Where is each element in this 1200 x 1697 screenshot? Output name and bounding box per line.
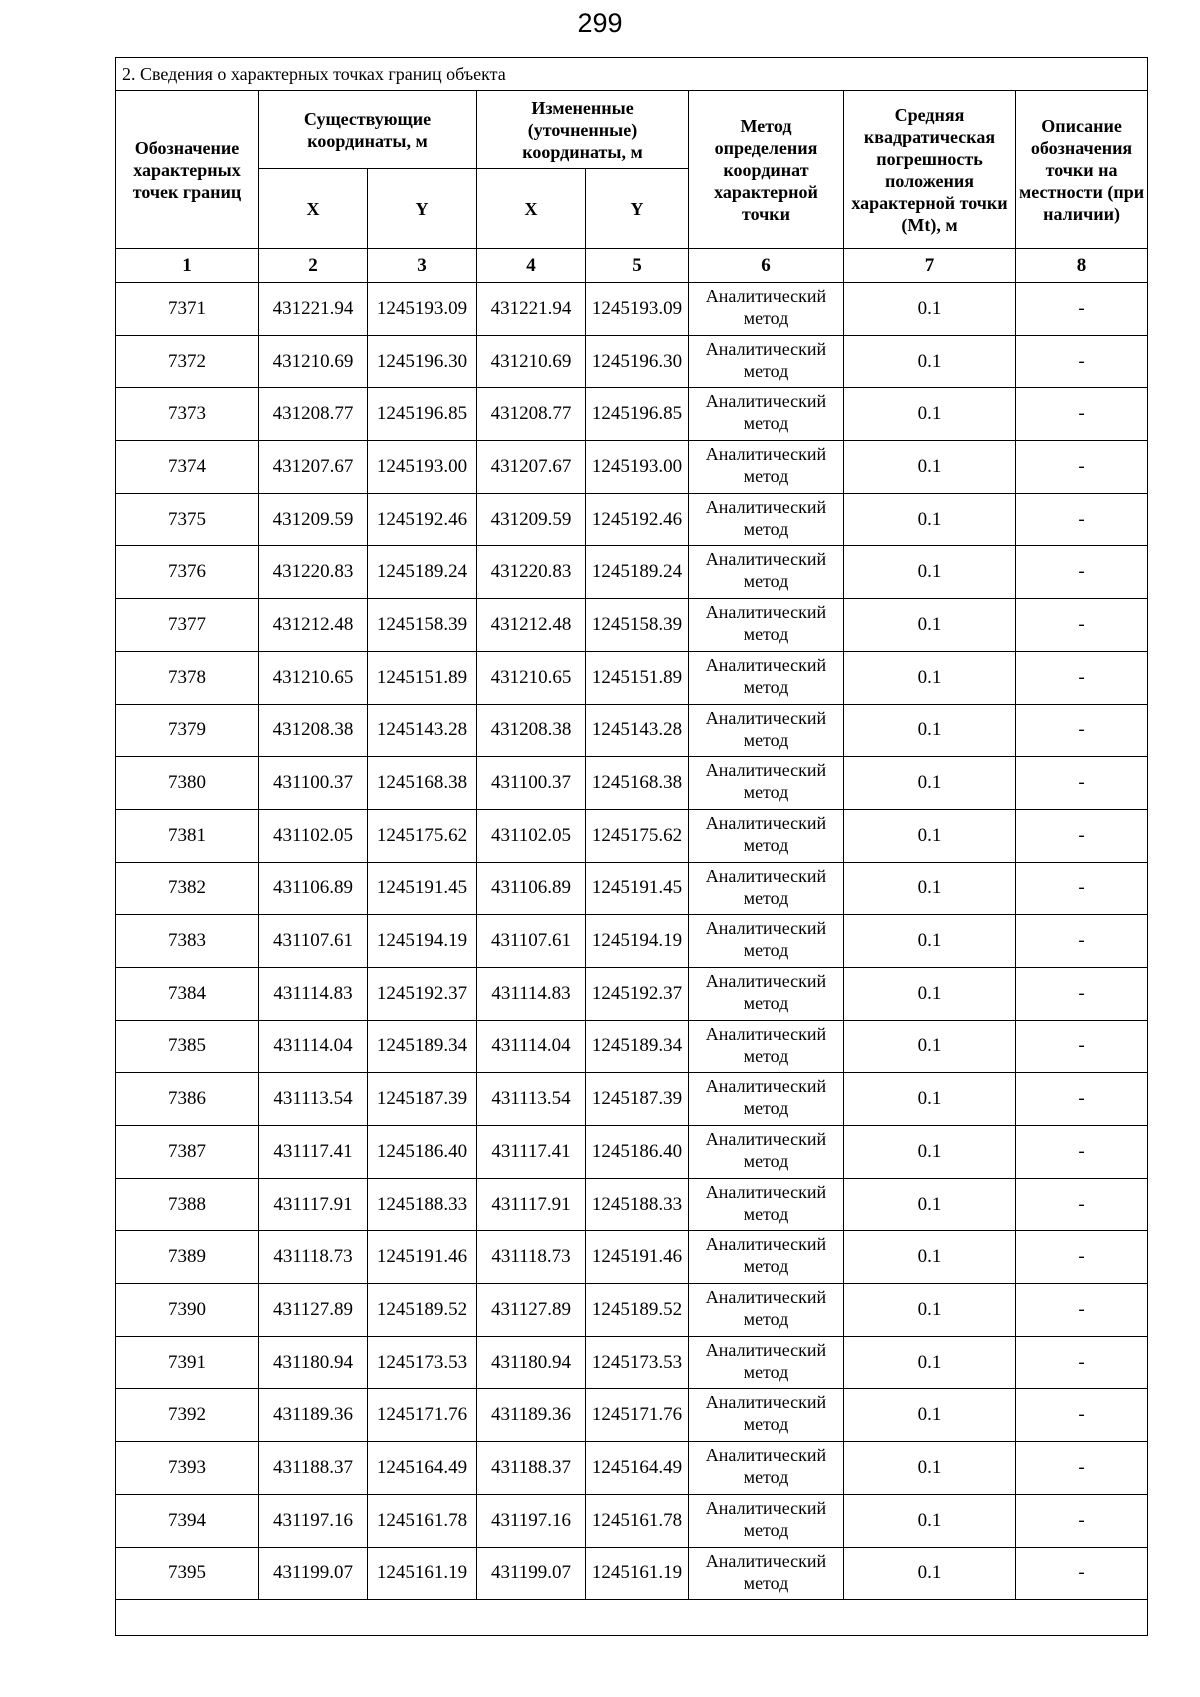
changed-y-cell: 1245192.37	[586, 967, 689, 1020]
method-cell: Аналитический метод	[689, 493, 844, 546]
table-row	[116, 599, 1148, 652]
changed-x-cell: 431113.54	[477, 1073, 586, 1126]
error-cell: 0.1	[844, 967, 1016, 1020]
point-cell: 7383	[116, 915, 259, 968]
point-cell: 7393	[116, 1442, 259, 1495]
description-cell: -	[1016, 1442, 1148, 1495]
description-cell: -	[1016, 651, 1148, 704]
point-cell: 7385	[116, 1020, 259, 1073]
method-cell: Аналитический метод	[689, 915, 844, 968]
description-cell: -	[1016, 1073, 1148, 1126]
point-cell: 7382	[116, 862, 259, 915]
changed-x-cell: 431180.94	[477, 1336, 586, 1389]
existing-y-cell: 1245189.52	[368, 1284, 477, 1337]
point-cell: 7389	[116, 1231, 259, 1284]
point-cell: 7390	[116, 1284, 259, 1337]
changed-y-cell: 1245196.85	[586, 388, 689, 441]
method-cell: Аналитический метод	[689, 651, 844, 704]
method-cell: Аналитический метод	[689, 1389, 844, 1442]
method-cell: Аналитический метод	[689, 757, 844, 810]
changed-y-cell: 1245191.45	[586, 862, 689, 915]
header-changed-coordinates: Измененные (уточненные) координаты, м	[477, 91, 689, 169]
point-cell: 7376	[116, 546, 259, 599]
changed-x-cell: 431221.94	[477, 283, 586, 336]
changed-y-cell: 1245189.34	[586, 1020, 689, 1073]
error-cell: 0.1	[844, 651, 1016, 704]
table-row	[116, 915, 1148, 968]
changed-y-cell: 1245151.89	[586, 651, 689, 704]
changed-x-cell: 431210.69	[477, 335, 586, 388]
description-cell: -	[1016, 283, 1148, 336]
existing-y-cell: 1245189.24	[368, 546, 477, 599]
existing-x-cell: 431208.77	[259, 388, 368, 441]
table-row	[116, 1020, 1148, 1073]
changed-x-cell: 431210.65	[477, 651, 586, 704]
changed-x-cell: 431114.04	[477, 1020, 586, 1073]
error-cell: 0.1	[844, 757, 1016, 810]
point-cell: 7371	[116, 283, 259, 336]
existing-x-cell: 431209.59	[259, 493, 368, 546]
changed-x-cell: 431208.38	[477, 704, 586, 757]
changed-x-cell: 431118.73	[477, 1231, 586, 1284]
existing-x-cell: 431207.67	[259, 441, 368, 494]
changed-x-cell: 431107.61	[477, 915, 586, 968]
existing-y-cell: 1245168.38	[368, 757, 477, 810]
point-cell: 7387	[116, 1126, 259, 1179]
changed-x-cell: 431208.77	[477, 388, 586, 441]
method-cell: Аналитический метод	[689, 388, 844, 441]
changed-y-cell: 1245189.24	[586, 546, 689, 599]
table-row	[116, 1231, 1148, 1284]
changed-x-cell: 431197.16	[477, 1494, 586, 1547]
boundary-points-table	[115, 57, 1148, 1636]
table-row	[116, 809, 1148, 862]
table-row	[116, 335, 1148, 388]
existing-y-cell: 1245196.85	[368, 388, 477, 441]
description-cell: -	[1016, 1284, 1148, 1337]
method-cell: Аналитический метод	[689, 1442, 844, 1495]
existing-x-cell: 431180.94	[259, 1336, 368, 1389]
empty-cell	[116, 1600, 1148, 1636]
changed-y-cell: 1245192.46	[586, 493, 689, 546]
changed-y-cell: 1245196.30	[586, 335, 689, 388]
existing-x-cell: 431102.05	[259, 809, 368, 862]
table-row	[116, 862, 1148, 915]
existing-x-cell: 431188.37	[259, 1442, 368, 1495]
table-row	[116, 1336, 1148, 1389]
changed-x-cell: 431188.37	[477, 1442, 586, 1495]
point-cell: 7391	[116, 1336, 259, 1389]
method-cell: Аналитический метод	[689, 335, 844, 388]
error-cell: 0.1	[844, 1020, 1016, 1073]
method-cell: Аналитический метод	[689, 704, 844, 757]
existing-x-cell: 431210.65	[259, 651, 368, 704]
table-row	[116, 1073, 1148, 1126]
table-row	[116, 1284, 1148, 1337]
error-cell: 0.1	[844, 1442, 1016, 1495]
changed-y-cell: 1245161.78	[586, 1494, 689, 1547]
point-cell: 7375	[116, 493, 259, 546]
section-title: 2. Сведения о характерных точках границ объекта	[116, 58, 1148, 91]
header-existing-y: Y	[368, 169, 477, 249]
method-cell: Аналитический метод	[689, 1231, 844, 1284]
error-cell: 0.1	[844, 1389, 1016, 1442]
description-cell: -	[1016, 493, 1148, 546]
point-cell: 7388	[116, 1178, 259, 1231]
existing-x-cell: 431127.89	[259, 1284, 368, 1337]
description-cell: -	[1016, 546, 1148, 599]
existing-x-cell: 431221.94	[259, 283, 368, 336]
changed-y-cell: 1245186.40	[586, 1126, 689, 1179]
changed-x-cell: 431199.07	[477, 1547, 586, 1600]
existing-x-cell: 431197.16	[259, 1494, 368, 1547]
changed-y-cell: 1245175.62	[586, 809, 689, 862]
changed-y-cell: 1245171.76	[586, 1389, 689, 1442]
changed-y-cell: 1245189.52	[586, 1284, 689, 1337]
method-cell: Аналитический метод	[689, 1178, 844, 1231]
existing-y-cell: 1245143.28	[368, 704, 477, 757]
header-error: Средняя квадратическая погрешность положения характерной точки (Mt), м	[844, 91, 1016, 249]
method-cell: Аналитический метод	[689, 1547, 844, 1600]
description-cell: -	[1016, 1178, 1148, 1231]
existing-y-cell: 1245196.30	[368, 335, 477, 388]
column-number: 8	[1016, 249, 1148, 283]
changed-y-cell: 1245193.00	[586, 441, 689, 494]
table-row	[116, 967, 1148, 1020]
error-cell: 0.1	[844, 1494, 1016, 1547]
changed-y-cell: 1245158.39	[586, 599, 689, 652]
table-row	[116, 651, 1148, 704]
empty-footer-row	[116, 1600, 1148, 1636]
description-cell: -	[1016, 441, 1148, 494]
table-row	[116, 1389, 1148, 1442]
changed-x-cell: 431220.83	[477, 546, 586, 599]
changed-y-cell: 1245193.09	[586, 283, 689, 336]
error-cell: 0.1	[844, 1126, 1016, 1179]
existing-y-cell: 1245192.37	[368, 967, 477, 1020]
existing-x-cell: 431114.04	[259, 1020, 368, 1073]
table-row	[116, 388, 1148, 441]
description-cell: -	[1016, 1547, 1148, 1600]
existing-x-cell: 431106.89	[259, 862, 368, 915]
existing-y-cell: 1245164.49	[368, 1442, 477, 1495]
changed-y-cell: 1245187.39	[586, 1073, 689, 1126]
method-cell: Аналитический метод	[689, 283, 844, 336]
column-number: 5	[586, 249, 689, 283]
description-cell: -	[1016, 862, 1148, 915]
header-existing-coordinates: Существующие координаты, м	[259, 91, 477, 169]
existing-y-cell: 1245151.89	[368, 651, 477, 704]
changed-x-cell: 431117.91	[477, 1178, 586, 1231]
existing-x-cell: 431107.61	[259, 915, 368, 968]
changed-x-cell: 431189.36	[477, 1389, 586, 1442]
method-cell: Аналитический метод	[689, 809, 844, 862]
existing-x-cell: 431113.54	[259, 1073, 368, 1126]
existing-x-cell: 431118.73	[259, 1231, 368, 1284]
description-cell: -	[1016, 1020, 1148, 1073]
point-cell: 7374	[116, 441, 259, 494]
existing-y-cell: 1245191.46	[368, 1231, 477, 1284]
method-cell: Аналитический метод	[689, 546, 844, 599]
changed-x-cell: 431127.89	[477, 1284, 586, 1337]
description-cell: -	[1016, 599, 1148, 652]
existing-y-cell: 1245158.39	[368, 599, 477, 652]
method-cell: Аналитический метод	[689, 1073, 844, 1126]
existing-y-cell: 1245175.62	[368, 809, 477, 862]
header-existing-x: X	[259, 169, 368, 249]
header-method: Метод определения координат характерной точки	[689, 91, 844, 249]
description-cell: -	[1016, 1126, 1148, 1179]
existing-y-cell: 1245192.46	[368, 493, 477, 546]
existing-y-cell: 1245161.78	[368, 1494, 477, 1547]
column-number: 2	[259, 249, 368, 283]
header-changed-y: Y	[586, 169, 689, 249]
changed-y-cell: 1245168.38	[586, 757, 689, 810]
table-row	[116, 1178, 1148, 1231]
changed-y-cell: 1245188.33	[586, 1178, 689, 1231]
changed-x-cell: 431102.05	[477, 809, 586, 862]
changed-y-cell: 1245194.19	[586, 915, 689, 968]
column-number: 1	[116, 249, 259, 283]
description-cell: -	[1016, 704, 1148, 757]
existing-y-cell: 1245193.09	[368, 283, 477, 336]
table-row	[116, 1494, 1148, 1547]
description-cell: -	[1016, 1336, 1148, 1389]
error-cell: 0.1	[844, 915, 1016, 968]
header-changed-x: X	[477, 169, 586, 249]
table-row	[116, 757, 1148, 810]
point-cell: 7392	[116, 1389, 259, 1442]
point-cell: 7384	[116, 967, 259, 1020]
changed-x-cell: 431209.59	[477, 493, 586, 546]
method-cell: Аналитический метод	[689, 1020, 844, 1073]
changed-x-cell: 431106.89	[477, 862, 586, 915]
changed-y-cell: 1245191.46	[586, 1231, 689, 1284]
description-cell: -	[1016, 967, 1148, 1020]
error-cell: 0.1	[844, 1547, 1016, 1600]
column-number: 6	[689, 249, 844, 283]
existing-y-cell: 1245186.40	[368, 1126, 477, 1179]
column-number: 4	[477, 249, 586, 283]
changed-y-cell: 1245143.28	[586, 704, 689, 757]
description-cell: -	[1016, 809, 1148, 862]
table-row	[116, 283, 1148, 336]
existing-x-cell: 431210.69	[259, 335, 368, 388]
changed-y-cell: 1245164.49	[586, 1442, 689, 1495]
changed-x-cell: 431117.41	[477, 1126, 586, 1179]
changed-y-cell: 1245161.19	[586, 1547, 689, 1600]
point-cell: 7394	[116, 1494, 259, 1547]
point-cell: 7381	[116, 809, 259, 862]
method-cell: Аналитический метод	[689, 599, 844, 652]
column-number: 7	[844, 249, 1016, 283]
point-cell: 7379	[116, 704, 259, 757]
point-cell: 7373	[116, 388, 259, 441]
header-description: Описание обозначения точки на местности (при наличии)	[1016, 91, 1148, 249]
existing-y-cell: 1245191.45	[368, 862, 477, 915]
existing-x-cell: 431208.38	[259, 704, 368, 757]
existing-y-cell: 1245188.33	[368, 1178, 477, 1231]
method-cell: Аналитический метод	[689, 1284, 844, 1337]
error-cell: 0.1	[844, 809, 1016, 862]
description-cell: -	[1016, 915, 1148, 968]
column-numbers-row	[116, 249, 1148, 283]
table-row	[116, 704, 1148, 757]
error-cell: 0.1	[844, 1178, 1016, 1231]
error-cell: 0.1	[844, 441, 1016, 494]
method-cell: Аналитический метод	[689, 441, 844, 494]
error-cell: 0.1	[844, 1073, 1016, 1126]
point-cell: 7378	[116, 651, 259, 704]
existing-x-cell: 431114.83	[259, 967, 368, 1020]
description-cell: -	[1016, 388, 1148, 441]
table-row	[116, 1547, 1148, 1600]
description-cell: -	[1016, 1231, 1148, 1284]
point-cell: 7372	[116, 335, 259, 388]
point-cell: 7380	[116, 757, 259, 810]
page-number: 299	[577, 8, 623, 38]
error-cell: 0.1	[844, 388, 1016, 441]
table-body	[116, 283, 1148, 1600]
error-cell: 0.1	[844, 283, 1016, 336]
changed-x-cell: 431212.48	[477, 599, 586, 652]
point-cell: 7377	[116, 599, 259, 652]
existing-y-cell: 1245187.39	[368, 1073, 477, 1126]
method-cell: Аналитический метод	[689, 967, 844, 1020]
error-cell: 0.1	[844, 704, 1016, 757]
existing-y-cell: 1245189.34	[368, 1020, 477, 1073]
description-cell: -	[1016, 1494, 1148, 1547]
table-row	[116, 1442, 1148, 1495]
header-point: Обозначение характерных точек границ	[116, 91, 259, 249]
description-cell: -	[1016, 335, 1148, 388]
existing-x-cell: 431212.48	[259, 599, 368, 652]
method-cell: Аналитический метод	[689, 1126, 844, 1179]
existing-x-cell: 431189.36	[259, 1389, 368, 1442]
table-row	[116, 441, 1148, 494]
error-cell: 0.1	[844, 335, 1016, 388]
existing-y-cell: 1245171.76	[368, 1389, 477, 1442]
description-cell: -	[1016, 757, 1148, 810]
existing-y-cell: 1245193.00	[368, 441, 477, 494]
existing-x-cell: 431199.07	[259, 1547, 368, 1600]
existing-y-cell: 1245194.19	[368, 915, 477, 968]
error-cell: 0.1	[844, 546, 1016, 599]
existing-y-cell: 1245173.53	[368, 1336, 477, 1389]
changed-y-cell: 1245173.53	[586, 1336, 689, 1389]
table-row	[116, 1126, 1148, 1179]
existing-x-cell: 431220.83	[259, 546, 368, 599]
changed-x-cell: 431114.83	[477, 967, 586, 1020]
table-row	[116, 493, 1148, 546]
existing-y-cell: 1245161.19	[368, 1547, 477, 1600]
changed-x-cell: 431100.37	[477, 757, 586, 810]
existing-x-cell: 431117.91	[259, 1178, 368, 1231]
column-number: 3	[368, 249, 477, 283]
table-row	[116, 546, 1148, 599]
error-cell: 0.1	[844, 599, 1016, 652]
error-cell: 0.1	[844, 1284, 1016, 1337]
existing-x-cell: 431117.41	[259, 1126, 368, 1179]
method-cell: Аналитический метод	[689, 1336, 844, 1389]
error-cell: 0.1	[844, 493, 1016, 546]
point-cell: 7386	[116, 1073, 259, 1126]
error-cell: 0.1	[844, 1231, 1016, 1284]
existing-x-cell: 431100.37	[259, 757, 368, 810]
error-cell: 0.1	[844, 862, 1016, 915]
point-cell: 7395	[116, 1547, 259, 1600]
method-cell: Аналитический метод	[689, 1494, 844, 1547]
error-cell: 0.1	[844, 1336, 1016, 1389]
changed-x-cell: 431207.67	[477, 441, 586, 494]
description-cell: -	[1016, 1389, 1148, 1442]
method-cell: Аналитический метод	[689, 862, 844, 915]
